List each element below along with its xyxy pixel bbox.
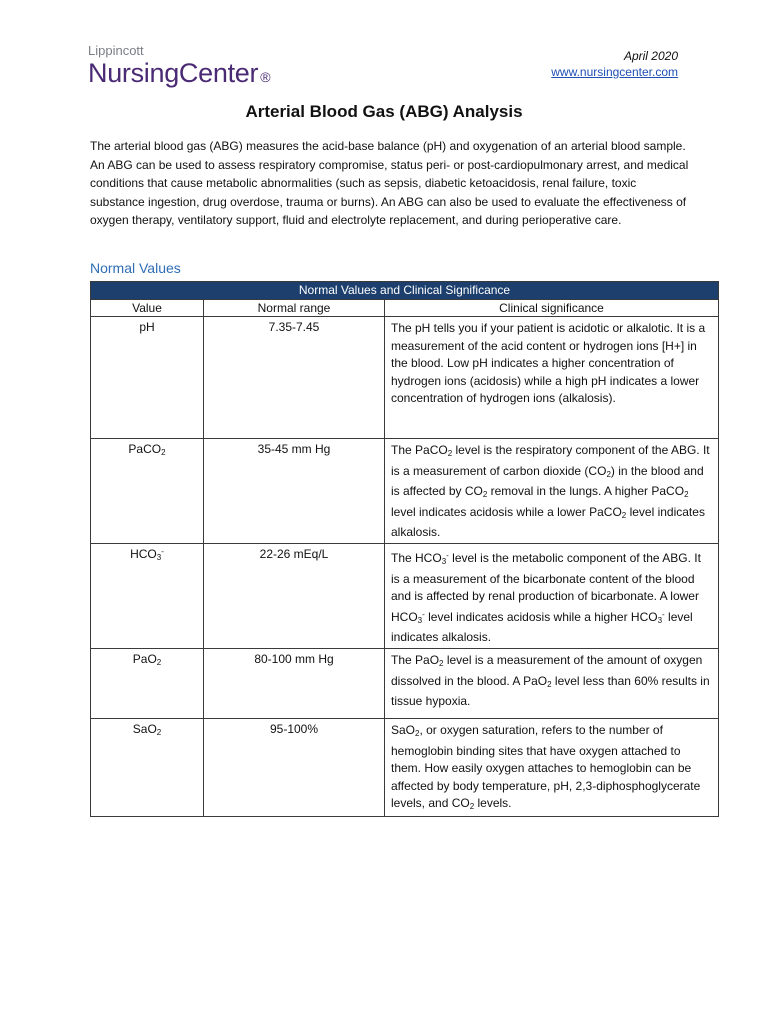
row-clinical-significance: The pH tells you if your patient is acidotic or alkalotic. It is a measurement of the acid content or hydrogen ions [H+] in the blood. Low pH indicates a higher concentration of hydrogen ions (acidosis) while a high pH indicates a lower concentration of hydrogen ions (alkalosis). bbox=[385, 317, 719, 439]
column-header-normal-range: Normal range bbox=[204, 300, 385, 317]
row-clinical-significance: The PaCO$_2$ level is the respiratory component of the ABG. It is a measurement of carbon dioxide $(CO_2)$ in the blood and is affected by $CO_2$ removal in the lungs. A higher PaCO$_2$ level indicates acidosis while a lower PaCO$_2$ level indicates alkalosis. bbox=[385, 439, 719, 544]
row-clinical-significance: SaO$_2$, or oxygen saturation, refers to the number of hemoglobin binding sites that have oxygen attached to them. How easily oxygen attaches to hemoglobin can be affected by body temperature, pH, 2,3-diphosphoglycerate levels, and $CO_2$ levels. bbox=[385, 719, 719, 817]
column-header-clinical-significance: Clinical significance bbox=[385, 300, 719, 317]
row-clinical-significance: The PaO$_2$ level is a measurement of the amount of oxygen dissolved in the blood. A PaO$_2$ level less than 60% results in tissue hypoxia. bbox=[385, 649, 719, 719]
table-row bbox=[91, 719, 719, 817]
row-value: pH bbox=[91, 317, 204, 439]
intro-paragraph: The arterial blood gas (ABG) measures the acid-base balance (pH) and oxygenation of an arterial blood sample. An ABG can be used to assess respiratory compromise, status peri- or post-cardiopulmonary arrest, and medical conditions that cause metabolic abnormalities (such as sepsis, diabetic ketoacidosis, renal failure, toxic substance ingestion, drug overdose, trauma or burns). An ABG can also be used to evaluate the effectiveness of oxygen therapy, ventilatory support, fluid and electrolyte replacement, and during perioperative care. bbox=[90, 139, 689, 227]
brand-name bbox=[88, 58, 270, 88]
section-heading-normal-values: Normal Values bbox=[90, 260, 181, 276]
website-link[interactable]: www.nursingcenter.com bbox=[551, 65, 678, 79]
table-caption-row bbox=[91, 282, 719, 300]
table-row bbox=[91, 439, 719, 544]
normal-values-table bbox=[90, 281, 719, 817]
table-caption: Normal Values and Clinical Significance bbox=[91, 282, 719, 300]
table-row bbox=[91, 317, 719, 439]
row-value: PaCO$_2$ bbox=[91, 439, 204, 544]
brand-logo bbox=[88, 44, 270, 88]
document-meta bbox=[551, 48, 678, 80]
column-header-value: Value bbox=[91, 300, 204, 317]
row-normal-range: 35-45 mm Hg bbox=[204, 439, 385, 544]
brand-name-text: NursingCenter bbox=[88, 58, 259, 88]
brand-top-text: Lippincott bbox=[88, 43, 144, 58]
row-value: $HCO_3^-$ bbox=[91, 544, 204, 649]
document-title: Arterial Blood Gas (ABG) Analysis bbox=[245, 102, 523, 121]
table-row bbox=[91, 544, 719, 649]
publication-date: April 2020 bbox=[623, 49, 678, 63]
table-header-row bbox=[91, 300, 719, 317]
row-value: PaO$_2$ bbox=[91, 649, 204, 719]
row-normal-range: 80-100 mm Hg bbox=[204, 649, 385, 719]
row-clinical-significance: The $HCO_3^-$ level is the metabolic component of the ABG. It is a measurement of the bicarbonate content of the blood and is affected by renal production of bicarbonate. A lower $HCO_3^-$ level indicates acidosis while a higher $HCO_3^-$ level indicates alkalosis. bbox=[385, 544, 719, 649]
registered-mark: ® bbox=[260, 69, 271, 85]
row-normal-range: 22-26 mEq/L bbox=[204, 544, 385, 649]
row-normal-range: 7.35-7.45 bbox=[204, 317, 385, 439]
row-normal-range: 95-100% bbox=[204, 719, 385, 817]
table-row bbox=[91, 649, 719, 719]
row-value: SaO$_2$ bbox=[91, 719, 204, 817]
